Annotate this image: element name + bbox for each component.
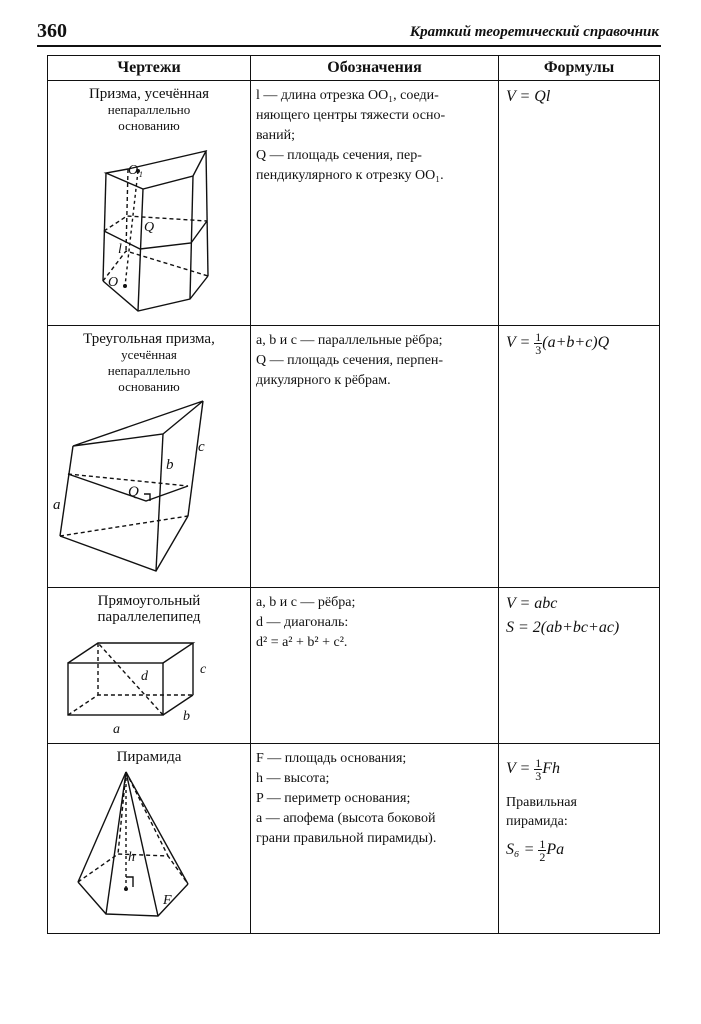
table-row: [48, 326, 660, 588]
drawing-cell: [48, 588, 251, 744]
label-b: b: [166, 457, 174, 473]
notation-line: грани правильной пирамиды).: [256, 831, 437, 846]
label-a: a: [53, 497, 61, 513]
label-h: h: [128, 850, 135, 865]
drawing-title-line: усечённая: [121, 347, 177, 362]
formula: V = Ql: [506, 88, 551, 105]
notation-line: d² = a² + b² + c².: [256, 635, 348, 650]
formula-cell: [499, 588, 660, 744]
column-header-notation: Обозначения: [251, 56, 499, 81]
label-l: l: [118, 242, 122, 257]
column-header-drawings: Чертежи: [48, 56, 251, 81]
formula-cell: [499, 81, 660, 326]
table-row: [48, 588, 660, 744]
drawing-title-line: параллелепипед: [97, 609, 201, 625]
drawing-cell: [48, 81, 251, 326]
label-q: Q: [144, 220, 155, 235]
formula-cell: [499, 744, 660, 934]
notation-line: d — диагональ:: [256, 615, 349, 630]
notation-line: ваний;: [256, 128, 296, 143]
notation-line: a, b и c — рёбра;: [256, 595, 356, 610]
drawing-title-line: Призма, усечённая: [88, 86, 210, 102]
notation-cell: [251, 326, 499, 588]
drawing-title-line: Пирамида: [116, 749, 182, 765]
pyramid-figure: [48, 744, 251, 934]
notation-cell: [251, 81, 499, 326]
page-number: 360: [37, 20, 67, 42]
drawing-title-line: Треугольная призма,: [83, 331, 215, 347]
notation-line: F — площадь основания;: [256, 751, 407, 766]
label-b: b: [183, 709, 190, 724]
formula-note: Правильная: [506, 795, 577, 810]
notation-line: няющего центры тяжести осно-: [256, 108, 446, 123]
label-d: d: [141, 669, 148, 684]
notation-line: l — длина отрезка OO₁, соеди-: [256, 88, 439, 103]
label-q: Q: [128, 484, 139, 500]
table-row: [48, 81, 660, 326]
formula-cell: [499, 326, 660, 588]
formula: V = $\frac{1}{3}$ (a+b+c)Q: [506, 330, 610, 357]
drawing-cell: [48, 744, 251, 934]
running-title: Краткий теоретический справочник: [409, 24, 659, 40]
drawing-title-line: основанию: [118, 379, 180, 394]
table-row: [48, 744, 660, 934]
notation-line: дикулярного к рёбрам.: [256, 373, 391, 388]
notation-cell: [251, 744, 499, 934]
notation-line: h — высота;: [256, 771, 330, 786]
header-rule: [37, 45, 661, 47]
label-o: O: [108, 275, 119, 290]
drawing-cell: [48, 326, 251, 588]
label-f: F: [163, 893, 172, 908]
drawing-title-line: основанию: [118, 118, 180, 133]
drawing-title-line: Прямоугольный: [97, 593, 201, 609]
formula-note: пирамида:: [506, 814, 568, 829]
notation-line: P — периметр основания;: [256, 791, 411, 806]
table-header-row: [48, 56, 660, 81]
label-o1: O₁: [128, 163, 143, 178]
notation-line: Q — площадь сечения, перпен-: [256, 353, 444, 368]
drawing-title-line: непараллельно: [107, 102, 191, 117]
notation-line: Q — площадь сечения, пер-: [256, 148, 422, 163]
page-header: [37, 14, 661, 44]
drawing-title-line: непараллельно: [107, 363, 191, 378]
formula: S = 2(ab+bc+ac): [506, 619, 620, 636]
formula: S₆ = $\frac{1}{2}$ Pa: [506, 837, 565, 864]
formula: V = abc: [506, 595, 558, 612]
label-c: c: [200, 662, 207, 677]
notation-line: пендикулярного к отрезку OO₁.: [256, 168, 444, 183]
formula: V = $\frac{1}{3}$ Fh: [506, 756, 561, 783]
column-header-formulas: Формулы: [499, 56, 660, 81]
label-a: a: [113, 722, 120, 737]
notation-line: a — апофема (высота боковой: [256, 811, 436, 826]
notation-line: a, b и c — параллельные рёбра;: [256, 333, 443, 348]
notation-cell: [251, 588, 499, 744]
label-c: c: [198, 439, 205, 455]
reference-table: [47, 55, 660, 934]
